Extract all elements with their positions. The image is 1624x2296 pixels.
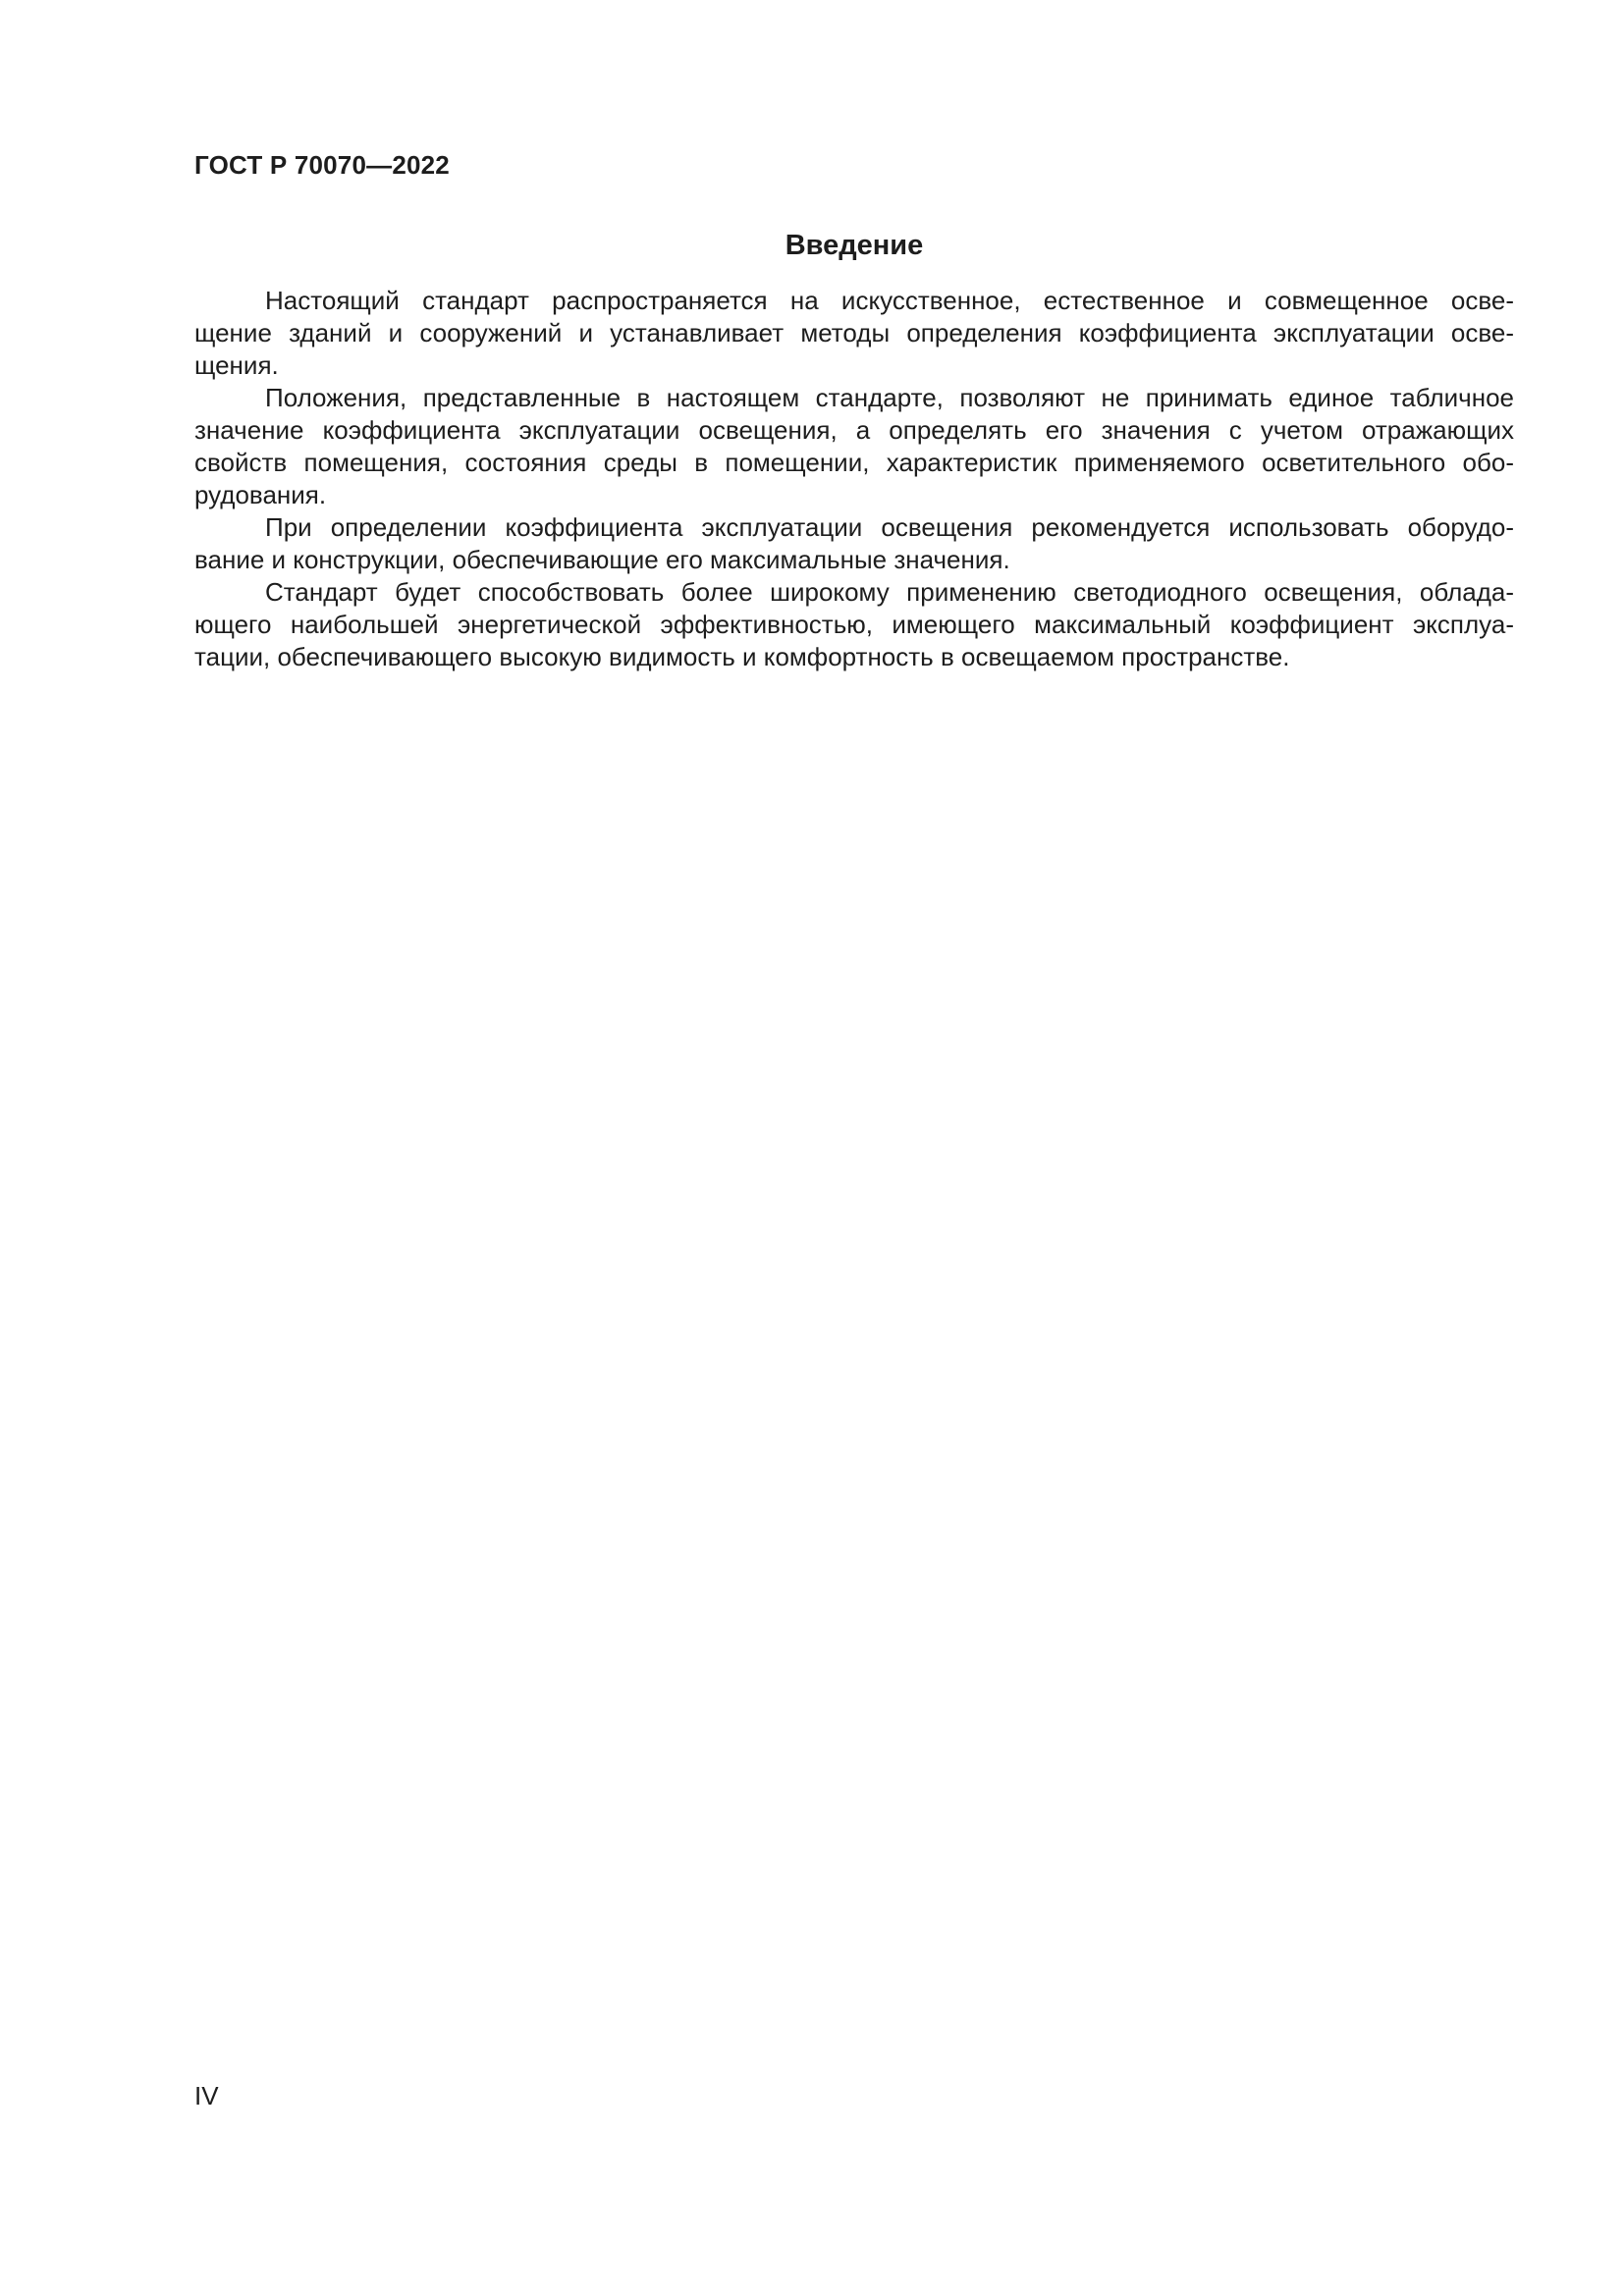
- text-line: При определении коэффициента эксплуатации освещения рекомендуется использовать оборудо-: [265, 512, 1514, 542]
- text-line: рудования.: [194, 480, 327, 509]
- document-code: ГОСТ Р 70070—2022: [194, 150, 450, 180]
- text-line: щение зданий и сооружений и устанавливает методы определения коэффициента эксплуатации осве-: [194, 318, 1514, 347]
- text-line: значение коэффициента эксплуатации освещения, а определять его значения с учетом отражающих: [194, 415, 1514, 445]
- text-line: Положения, представленные в настоящем стандарте, позволяют не принимать единое табличное: [265, 383, 1514, 412]
- text-line: Стандарт будет способствовать более широкому применению светодиодного освещения, облада-: [265, 577, 1514, 607]
- text-line: свойств помещения, состояния среды в помещении, характеристик применяемого осветительного обо-: [194, 448, 1514, 477]
- text-line: щения.: [194, 350, 279, 380]
- paragraph: [194, 382, 1514, 511]
- text-line: тации, обеспечивающего высокую видимость и комфортность в освещаемом пространстве.: [194, 642, 1290, 671]
- section-title: Введение: [785, 230, 924, 261]
- page-number: IV: [194, 2081, 219, 2110]
- text-line: Настоящий стандарт распространяется на искусственное, естественное и совмещенное осве-: [265, 286, 1514, 315]
- introduction-body: [194, 285, 1514, 673]
- text-line: вание и конструкции, обеспечивающие его максимальные значения.: [194, 545, 1010, 574]
- paragraph: [194, 511, 1514, 576]
- paragraph: [194, 576, 1514, 673]
- text-line: ющего наибольшей энергетической эффективностью, имеющего максимальный коэффициент эксплуа-: [194, 610, 1514, 639]
- paragraph: [194, 285, 1514, 382]
